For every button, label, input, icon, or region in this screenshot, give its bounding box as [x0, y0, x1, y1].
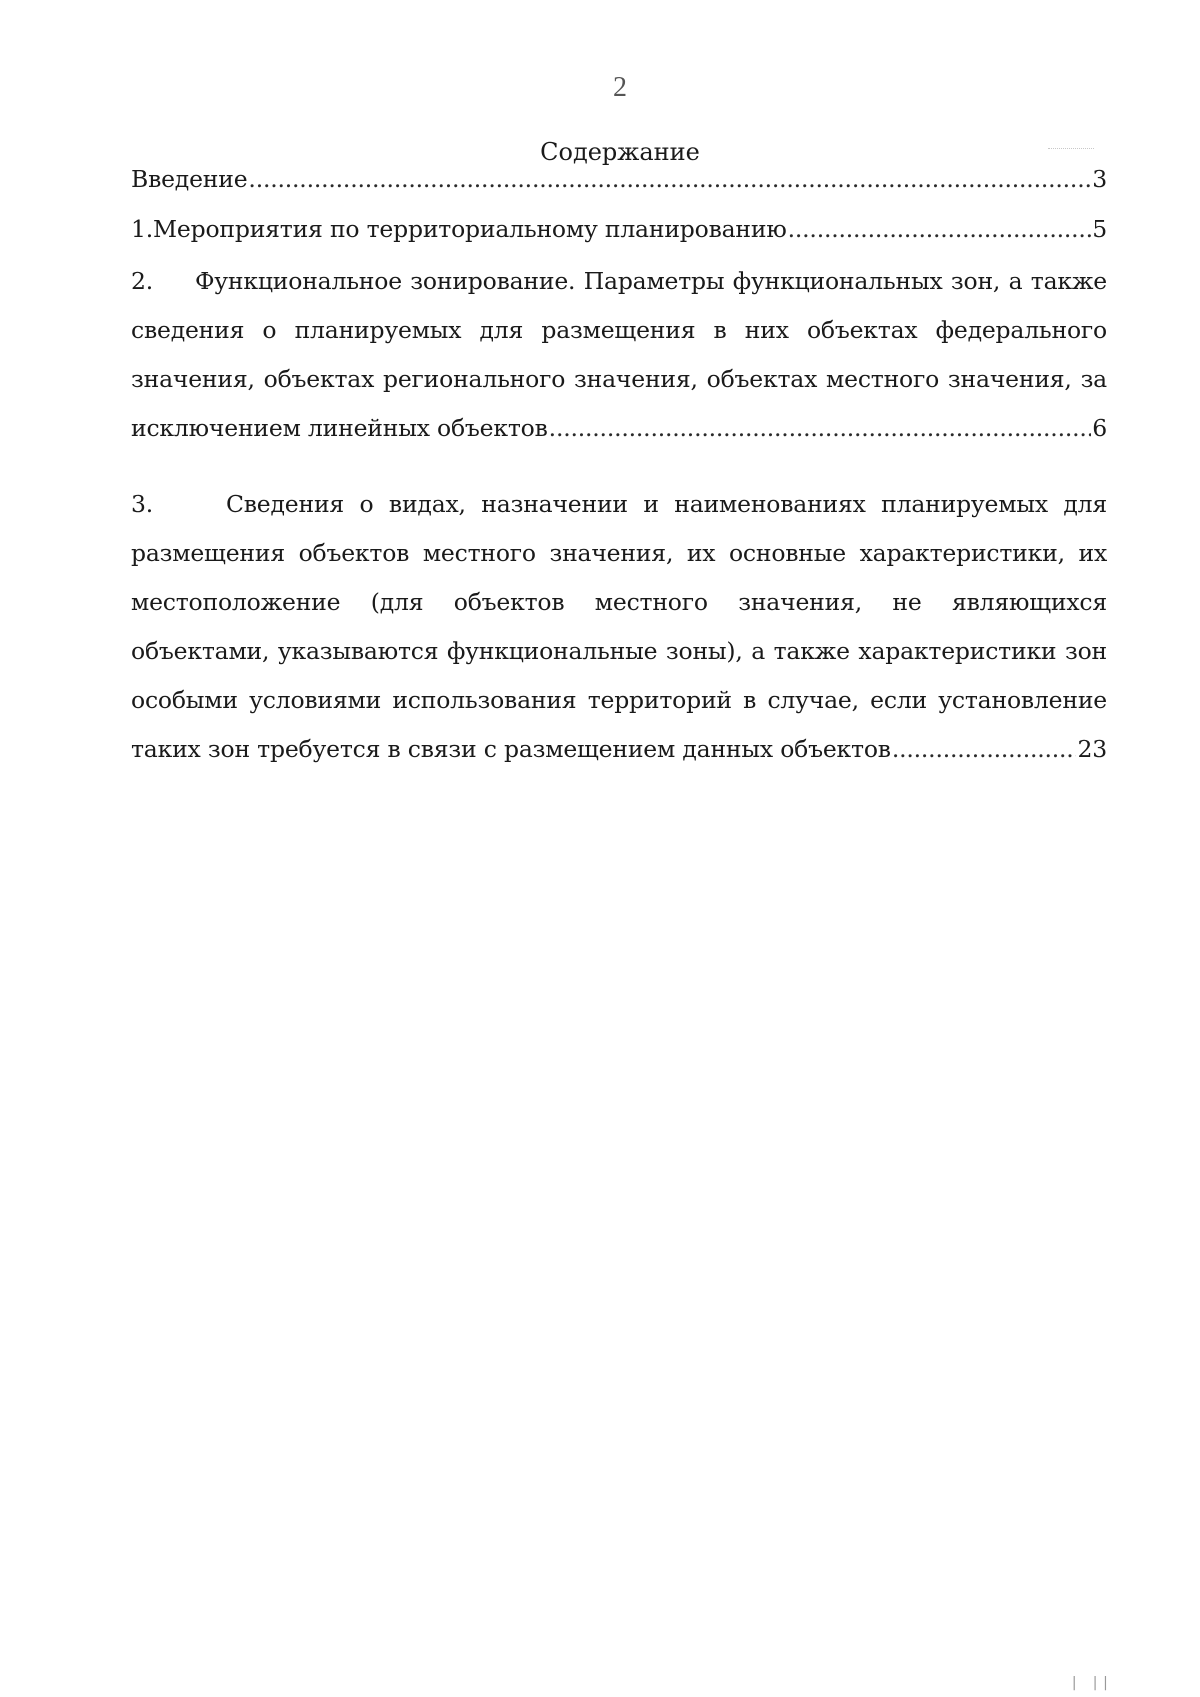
toc-entry-text-line: сведения о планируемых для размещения в них объектах федерального: [131, 316, 1107, 344]
scan-artifact: [1048, 148, 1094, 150]
dot-leader: [892, 725, 1077, 774]
dot-leader: [248, 155, 1091, 204]
dot-leader: [788, 205, 1092, 254]
scan-artifact: | ||: [1070, 1675, 1112, 1691]
toc-entry-introduction[interactable]: [131, 155, 1107, 204]
toc-entry-text-line: Функциональное зонирование. Параметры функциональных зон, а также: [195, 267, 1107, 295]
toc-entry-title: Введение: [131, 165, 248, 193]
toc-entry-page: 5: [1092, 215, 1107, 243]
toc-entry-1[interactable]: [131, 205, 1107, 254]
page-number: 2: [613, 72, 627, 103]
toc-entry-text-line: значения, объектах регионального значения, объектах местного значения, за: [131, 365, 1107, 393]
toc-entry-number: 3.: [131, 490, 154, 518]
toc-entry-title: Мероприятия по территориальному планированию: [153, 215, 787, 243]
toc-entry-page: 3: [1092, 165, 1107, 193]
toc-entry-text-line: размещения объектов местного значения, их основные характеристики, их: [131, 539, 1107, 567]
toc-entry-text-line: таких зон требуется в связи с размещением данных объектов: [131, 735, 891, 763]
toc-entry-number: 2.: [131, 267, 154, 295]
toc-entry-text-line: исключением линейных объектов: [131, 414, 548, 442]
toc-entry-page: 6: [1092, 414, 1107, 442]
toc-entry-text-line: местоположение (для объектов местного значения, не являющихся: [131, 588, 1107, 616]
toc-entry-3[interactable]: [131, 480, 1107, 774]
toc-entry-page: 23: [1077, 735, 1107, 763]
toc-entry-number: 1.: [131, 215, 154, 243]
dot-leader: [549, 404, 1092, 453]
toc-entry-2[interactable]: [131, 257, 1107, 453]
toc-entry-text-line: Сведения о видах, назначении и наименованиях планируемых для: [226, 490, 1107, 518]
toc-title: Содержание: [540, 138, 700, 166]
toc-entry-text-line: объектами, указываются функциональные зоны), а также характеристики зон: [131, 637, 1107, 665]
toc-entry-text-line: особыми условиями использования территорий в случае, если установление: [131, 686, 1107, 714]
